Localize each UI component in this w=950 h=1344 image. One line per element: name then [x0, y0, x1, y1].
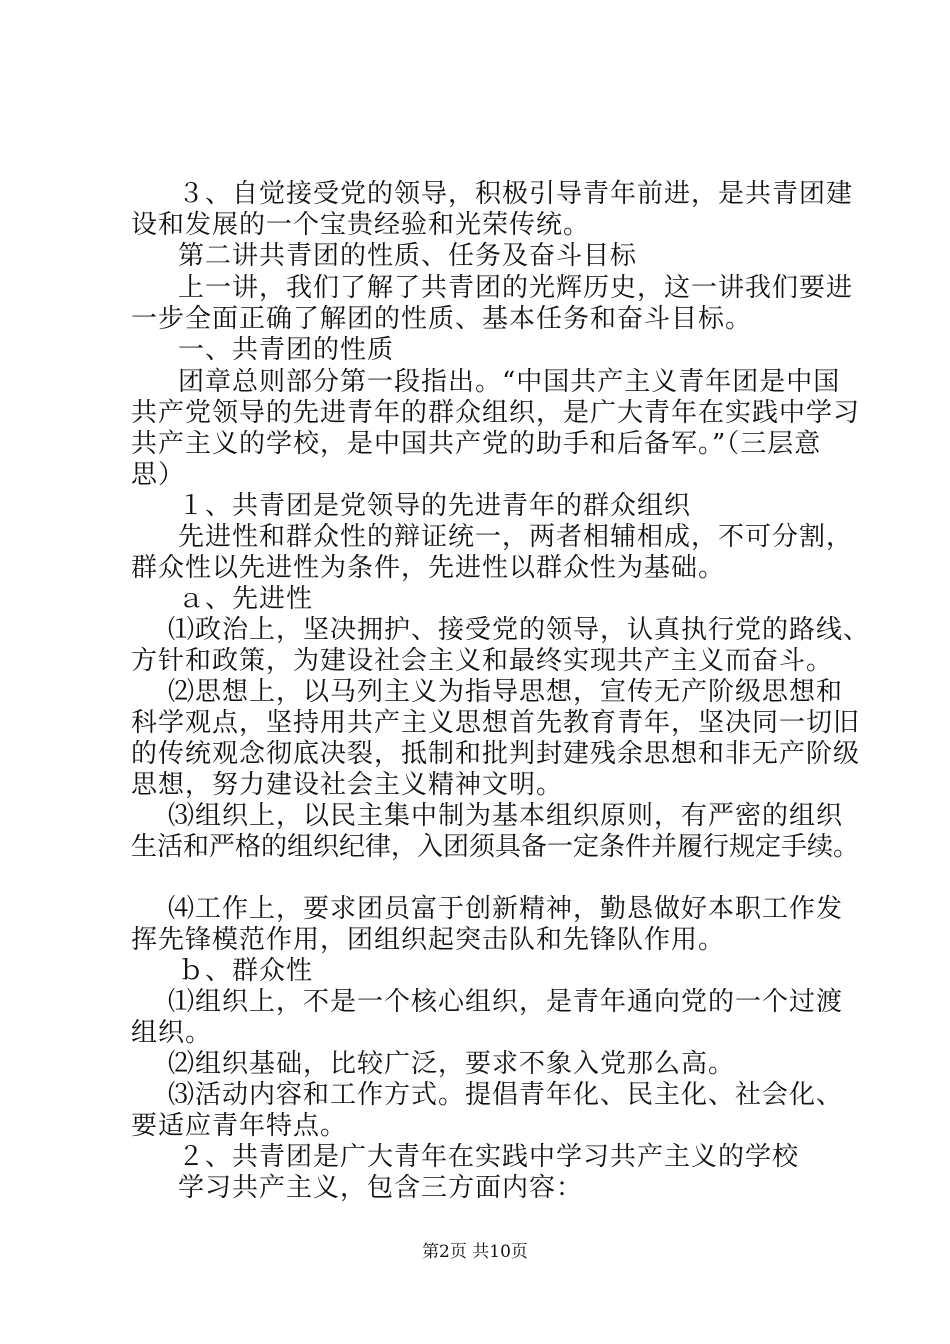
text-line: 共产主义的学校，是中国共产党的助手和后备军。”（三层意 [131, 429, 822, 459]
text-line: 上一讲，我们了解了共青团的光辉历史，这一讲我们要进 [178, 273, 854, 303]
text-line: 的传统观念彻底决裂，抵制和批判封建残余思想和非无产阶级 [131, 739, 861, 769]
text-line: 方针和政策，为建设社会主义和最终实现共产主义而奋斗。 [131, 646, 834, 676]
subsection-heading: １、共青团是党领导的先进青年的群众组织 [178, 491, 692, 521]
text-line: ⑶活动内容和工作方式。提倡青年化、民主化、社会化、 [168, 1080, 844, 1110]
text-line: ⑶组织上，以民主集中制为基本组织原则，有严密的组织 [168, 801, 844, 831]
text-line: 设和发展的一个宝贵经验和光荣传统。 [131, 210, 591, 240]
text-line: 共产党领导的先进青年的群众组织，是广大青年在实践中学习 [131, 398, 861, 428]
text-line: 思想，努力建设社会主义精神文明。 [131, 770, 564, 800]
text-line: ⑴政治上，坚决拥护、接受党的领导，认真执行党的路线、 [168, 615, 871, 645]
text-line: 生活和严格的组织纪律，入团须具备一定条件并履行规定手续。 [131, 832, 860, 862]
page-number-footer: 第2页 共10页 [422, 1242, 528, 1262]
text-line: 组织。 [131, 1018, 213, 1048]
text-line: 思） [131, 460, 186, 490]
subsection-heading: ａ、先进性 [178, 584, 314, 614]
text-line: ⑵思想上，以马列主义为指导思想，宣传无产阶级思想和 [168, 677, 844, 707]
text-line: 群众性以先进性为条件，先进性以群众性为基础。 [131, 553, 726, 583]
text-line: ⑵组织基础，比较广泛，要求不象入党那么高。 [168, 1049, 736, 1079]
text-line: 科学观点，坚持用共产主义思想首先教育青年，坚决同一切旧 [131, 708, 861, 738]
text-line: 学习共产主义，包含三方面内容： [178, 1173, 584, 1203]
section-heading: 第二讲共青团的性质、任务及奋斗目标 [178, 241, 638, 271]
subsection-heading: ２、共青团是广大青年在实践中学习共产主义的学校 [178, 1142, 800, 1172]
text-line: ３、自觉接受党的领导，积极引导青年前进，是共青团建 [178, 179, 854, 209]
text-line: ⑷工作上，要求团员富于创新精神，勤恳做好本职工作发 [168, 894, 844, 924]
text-line: 挥先锋模范作用，团组织起突击队和先锋队作用。 [131, 925, 726, 955]
text-line: 团章总则部分第一段指出。“中国共产主义青年团是中国 [178, 367, 841, 397]
text-line: ⑴组织上，不是一个核心组织，是青年通向党的一个过渡 [168, 987, 844, 1017]
text-line: 先进性和群众性的辩证统一，两者相辅相成，不可分割， [178, 522, 854, 552]
subsection-heading: ｂ、群众性 [178, 956, 314, 986]
subsection-heading: 一、共青团的性质 [178, 335, 395, 365]
text-line: 要适应青年特点。 [131, 1111, 348, 1141]
text-line: 一步全面正确了解团的性质、基本任务和奋斗目标。 [131, 304, 753, 334]
